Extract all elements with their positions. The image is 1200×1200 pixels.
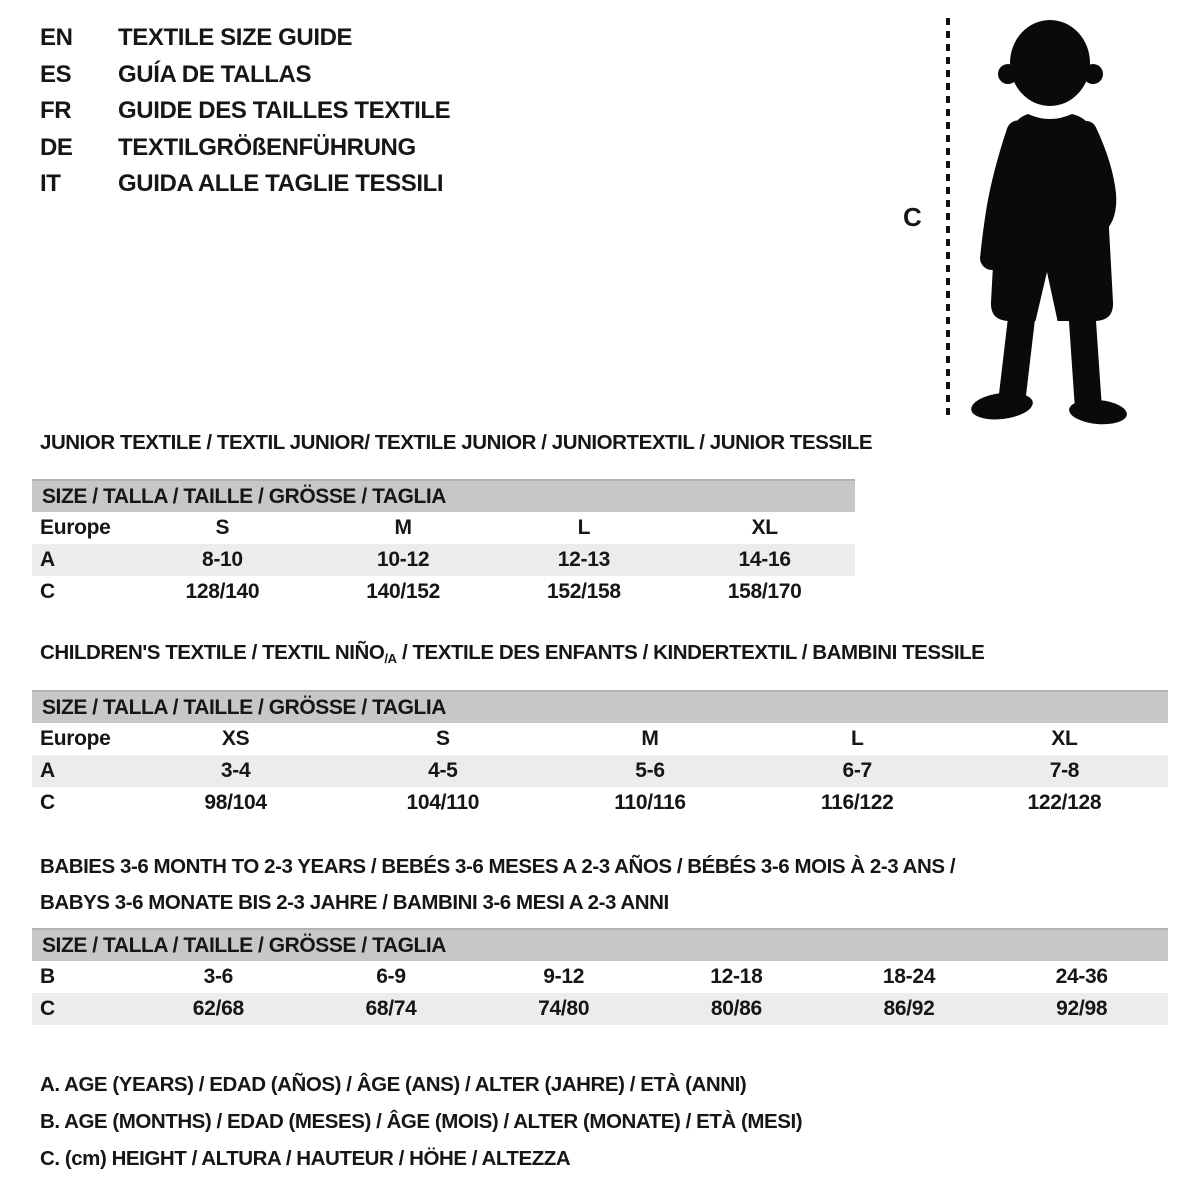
language-row-fr <box>40 93 450 130</box>
cell-value: 3-4 <box>220 759 251 782</box>
children-size-header-bar: SIZE / TALLA / TAILLE / GRÖSSE / TAGLIA <box>32 690 1168 723</box>
column-header: S <box>215 516 230 539</box>
cell-value: 122/128 <box>1027 791 1102 814</box>
children-title-subscript: /A <box>384 651 397 666</box>
cell-value: 5-6 <box>635 759 665 782</box>
babies-size-header-bar: SIZE / TALLA / TAILLE / GRÖSSE / TAGLIA <box>32 928 1168 961</box>
language-code: EN <box>40 24 73 52</box>
junior-size-header-bar: SIZE / TALLA / TAILLE / GRÖSSE / TAGLIA <box>32 479 855 512</box>
table-row <box>32 755 1168 787</box>
junior-columns-row <box>32 512 855 544</box>
cell-value: 14-16 <box>738 548 791 571</box>
babies-section-title <box>40 849 955 921</box>
cell-value: 92/98 <box>1056 997 1108 1020</box>
cell-value: 80/86 <box>710 997 762 1020</box>
cell-value: 140/152 <box>366 580 441 603</box>
legend-line-b: B. AGE (MONTHS) / EDAD (MESES) / ÂGE (MOIS) / ALTER (MONATE) / ETÀ (MESI) <box>40 1110 803 1133</box>
language-code: IT <box>40 170 61 198</box>
cell-value: 116/122 <box>820 791 894 814</box>
row-label: B <box>40 965 55 988</box>
row-label: C <box>40 791 55 814</box>
children-size-table <box>32 690 1168 819</box>
children-title-pre: CHILDREN'S TEXTILE / TEXTIL NIÑO <box>40 641 385 664</box>
cell-value: 68/74 <box>365 997 417 1020</box>
cell-value: 10-12 <box>377 548 430 571</box>
language-title: GUIDA ALLE TAGLIE TESSILI <box>118 170 444 198</box>
language-row-it <box>40 166 450 203</box>
table-row <box>32 787 1168 819</box>
junior-section-title: JUNIOR TEXTILE / TEXTIL JUNIOR/ TEXTILE JUNIOR / JUNIORTEXTIL / JUNIOR TESSILE <box>40 431 873 454</box>
cell-value: 98/104 <box>204 791 267 814</box>
row-label: C <box>40 580 55 603</box>
language-title: TEXTILGRÖßENFÜHRUNG <box>118 133 416 161</box>
column-header: L <box>850 727 864 750</box>
cell-value: 6-9 <box>376 965 406 988</box>
legend-line-a: A. AGE (YEARS) / EDAD (AÑOS) / ÂGE (ANS) / ALTER (JAHRE) / ETÀ (ANNI) <box>40 1073 747 1096</box>
row-label: A <box>40 548 55 571</box>
babies-title-line2: BABYS 3-6 MONATE BIS 2-3 JAHRE / BAMBINI 3-6 MESI A 2-3 ANNI <box>40 891 669 914</box>
cell-value: 12-18 <box>710 965 763 988</box>
height-measure-label: C <box>903 202 922 232</box>
cell-value: 86/92 <box>883 997 935 1020</box>
language-row-en <box>40 20 450 57</box>
children-columns-row <box>32 723 1168 755</box>
column-header: XS <box>221 727 250 750</box>
language-title: GUIDE DES TAILLES TEXTILE <box>118 97 451 125</box>
cell-value: 62/68 <box>192 997 244 1020</box>
cell-value: 158/170 <box>727 580 802 603</box>
table-row <box>32 993 1168 1025</box>
cell-value: 18-24 <box>882 965 936 988</box>
cell-value: 8-10 <box>201 548 243 571</box>
babies-title-line1: BABIES 3-6 MONTH TO 2-3 YEARS / BEBÉS 3-6 MESES A 2-3 AÑOS / BÉBÉS 3-6 MOIS À 2-3 ANS / <box>40 855 956 878</box>
cell-value: 74/80 <box>538 997 590 1020</box>
legend <box>40 1066 802 1177</box>
language-list <box>40 20 450 203</box>
language-title: GUÍA DE TALLAS <box>118 60 312 88</box>
column-header: S <box>435 727 450 750</box>
table-row <box>32 961 1168 993</box>
babies-size-table <box>32 928 1168 1025</box>
cell-value: 3-6 <box>203 965 234 988</box>
toddler-silhouette-icon <box>962 14 1140 426</box>
column-header: XL <box>1051 727 1078 750</box>
column-header: XL <box>751 516 778 539</box>
junior-size-table <box>32 479 855 608</box>
cell-value: 24-36 <box>1055 965 1108 988</box>
height-measure-dashed-line <box>946 18 950 416</box>
language-row-de <box>40 130 450 167</box>
column-header: M <box>641 727 659 750</box>
cell-value: 9-12 <box>543 965 585 988</box>
children-title-post: / TEXTILE DES ENFANTS / KINDERTEXTIL / BAMBINI TESSILE <box>396 641 985 664</box>
language-row-es <box>40 57 450 94</box>
language-code: FR <box>40 97 72 125</box>
column-header: Europe <box>40 516 111 539</box>
column-header: M <box>394 516 412 539</box>
row-label: C <box>40 997 55 1020</box>
table-row <box>32 576 855 608</box>
cell-value: 104/110 <box>406 791 480 814</box>
children-section-title <box>40 641 984 666</box>
cell-value: 110/116 <box>614 791 686 814</box>
column-header: Europe <box>40 727 111 750</box>
cell-value: 152/158 <box>546 580 621 603</box>
cell-value: 6-7 <box>842 759 872 782</box>
table-row <box>32 544 855 576</box>
cell-value: 4-5 <box>428 759 458 782</box>
cell-value: 12-13 <box>557 548 610 571</box>
language-code: DE <box>40 133 73 161</box>
row-label: A <box>40 759 55 782</box>
cell-value: 7-8 <box>1049 759 1080 782</box>
legend-line-c: C. (cm) HEIGHT / ALTURA / HAUTEUR / HÖHE / ALTEZZA <box>40 1147 571 1170</box>
language-title: TEXTILE SIZE GUIDE <box>118 24 353 52</box>
language-code: ES <box>40 60 72 88</box>
column-header: L <box>577 516 591 539</box>
cell-value: 128/140 <box>185 580 260 603</box>
